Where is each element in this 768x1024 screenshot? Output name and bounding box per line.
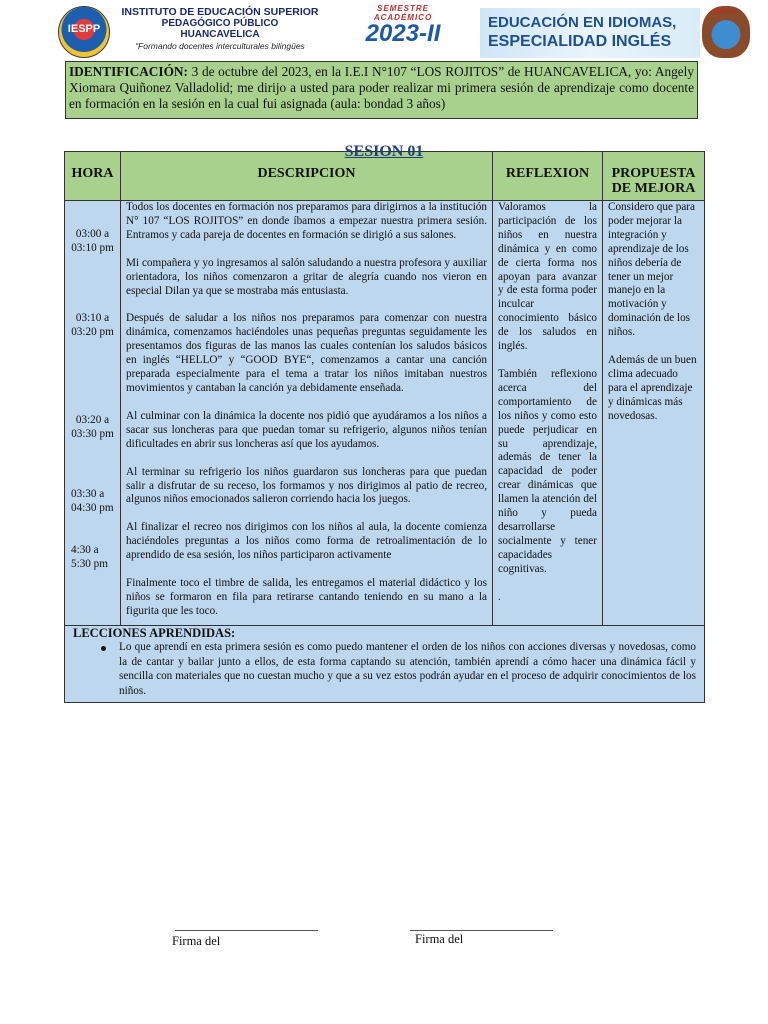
semester-label-1: SEMESTRE (376, 4, 429, 13)
institute-line-1: INSTITUTO DE EDUCACIÓN SUPERIOR (121, 6, 319, 18)
institute-motto: “Formando docentes interculturales bilingües (135, 41, 305, 51)
session-table (64, 151, 705, 703)
institute-line-3: HUANCAVELICA (180, 29, 260, 40)
hour-range: 03:00 a 03:10 pm (71, 228, 114, 254)
hour-range: 4:30 a 5:30 pm (71, 544, 108, 570)
header-hora: HORA (65, 152, 121, 201)
proposal-paragraph: Considero que para poder mejorar la integración y aprendizaje de los niños debería de tener un mejor manejo en la motivación y dominación de los niños. (608, 201, 695, 339)
hour-range: 03:20 a 03:30 pm (71, 414, 114, 440)
identification-label: IDENTIFICACIÓN: (69, 64, 188, 79)
lesson-text: Lo que aprendí en esta primera sesión es como puedo mantener el orden de los niños con acciones diversas y novedosas, como la de cantar y bailar junto a ellos, de esta forma captando su atención, también aprendí a cómo hacer una dinámica fácil y sencilla con materiales que no cuestan mucho y que a su vez estos podrán ayudar en el proceso de adquirir conocimientos de los niños. (119, 641, 696, 697)
specialty-logo-text: Idiomas (713, 8, 739, 15)
signature-label: Firma del (172, 934, 221, 948)
description-paragraph: Al culminar con la dinámica la docente nos pidió que ayudáramos a los niños a sacar sus loncheras para que puedan tomar su refrigerio, algunos niños tenían dificultades en abrir sus loncheras así que los ayudamos. (126, 409, 487, 450)
reflection-paragraph: . (498, 590, 501, 603)
header-reflexion: REFLEXION (493, 152, 603, 201)
proposal-paragraph: Además de un buen clima adecuado para el aprendizaje y dinámicas más novedosas. (608, 354, 697, 422)
institute-line-2: PEDAGÓGICO PÚBLICO (161, 18, 279, 29)
identification-box (65, 61, 698, 119)
description-paragraph: Al terminar su refrigerio los niños guardaron sus loncheras para que puedan salir a disfrutar de su receso, los formamos y nos dirigimos al patio de recreo, algunos niños emocionados salieron corriendo hacia los juegos. (126, 465, 487, 506)
document-header (50, 2, 739, 62)
logo-text: IESPP (67, 23, 101, 35)
lessons-cell (65, 625, 705, 703)
lessons-title: LECCIONES APRENDIDAS: (73, 625, 236, 640)
reflection-paragraph: También reflexiono acerca del comportamiento de los niños y como esto puede perjudicar en su aprendizaje, además de tener la capacidad de poder crear dinámicas que llamen la atención del niño y pueda desarrollarse socialmente y tener capacidades cognitivas. (498, 367, 597, 575)
identification-text: 3 de octubre del 2023, en la I.E.I N°107 “LOS ROJITOS” de HUANCAVELICA, yo: Angely Xiomara Quiñonez Valladolid; me dirijo a usted para poder realizar mi primera sesión de aprendizaje como docente en formación en la sesión en la cual fui asignada (aula: bondad 3 años) (69, 64, 694, 111)
proposal-cell (603, 201, 705, 626)
institute-name (120, 6, 320, 51)
header-propuesta: PROPUESTA DE MEJORA (603, 152, 705, 201)
description-paragraph: Después de saludar a los niños nos preparamos para comenzar con nuestra dinámica, comenzamos haciéndoles unas pequeñas preguntas seguidamente les presentamos dos figuras de las manos las cuales contenían los saludos básicos en inglés “HELLO” y “GOOD BYE“, comenzamos a cantar una canción preparada especialmente para el tema a tratar los niños imitaban nuestros movimientos y cantaban la canción ya debidamente enseñada. (126, 312, 487, 394)
specialty-banner (480, 8, 700, 58)
semester-badge (328, 4, 478, 46)
banner-line-2: ESPECIALIDAD INGLÉS (488, 33, 672, 50)
signature-line (410, 930, 553, 931)
session-title: SESION 01 (344, 143, 424, 160)
description-paragraph: Finalmente toco el timbre de salida, les entregamos el material didáctico y los niños se formaron en fila para retirarse cantando teniendo en su mano a la figurita que les toco. (126, 577, 487, 617)
hour-range: 03:30 a 04:30 pm (71, 488, 114, 514)
banner-line-1: EDUCACIÓN EN IDIOMAS, (488, 14, 677, 31)
reflection-cell (493, 201, 603, 626)
table-row (65, 201, 705, 626)
hours-cell (65, 201, 121, 626)
signature-label: Firma del (415, 932, 464, 946)
lesson-item (73, 640, 696, 698)
hour-range: 03:10 a 03:20 pm (71, 312, 114, 338)
bullet-icon (101, 646, 106, 651)
lessons-row (65, 625, 705, 703)
description-paragraph: Al finalizar el recreo nos dirigimos con los niños al aula, la docente comienza haciéndoles preguntas a los niños como forma de retroalimentación de lo aprendido de esa sesión, los niños participaron activamente (126, 521, 487, 562)
signature-line (175, 930, 318, 931)
description-cell (121, 201, 493, 626)
description-paragraph: Todos los docentes en formación nos preparamos para dirigirnos a la institución N° 107 “LOS ROJITOS” en donde íbamos a empezar nuestra primera sesión. Entramos y cada pareja de docentes en formación se dirigió a sus salones. (126, 201, 487, 241)
specialty-logo (702, 6, 750, 58)
semester-year: 2023-II (365, 20, 441, 47)
header-descripcion: DESCRIPCION (121, 152, 493, 201)
institute-logo (58, 6, 110, 58)
reflection-paragraph: Valoramos la participación de los niños en nuestra dinámica y en como de cierta forma nos apoyan para avanzar y de esta forma poder inculcar conocimiento básico de los saludos en inglés. (498, 201, 597, 353)
description-paragraph: Mi compañera y yo ingresamos al salón saludando a nuestra profesora y auxiliar orientadora, los niños comenzaron a gritar de alegría cuando nos vieron en especial Dilan ya que se mostraba más entusiasta. (126, 256, 487, 297)
semester-label-2: ACADÉMICO (373, 13, 433, 22)
